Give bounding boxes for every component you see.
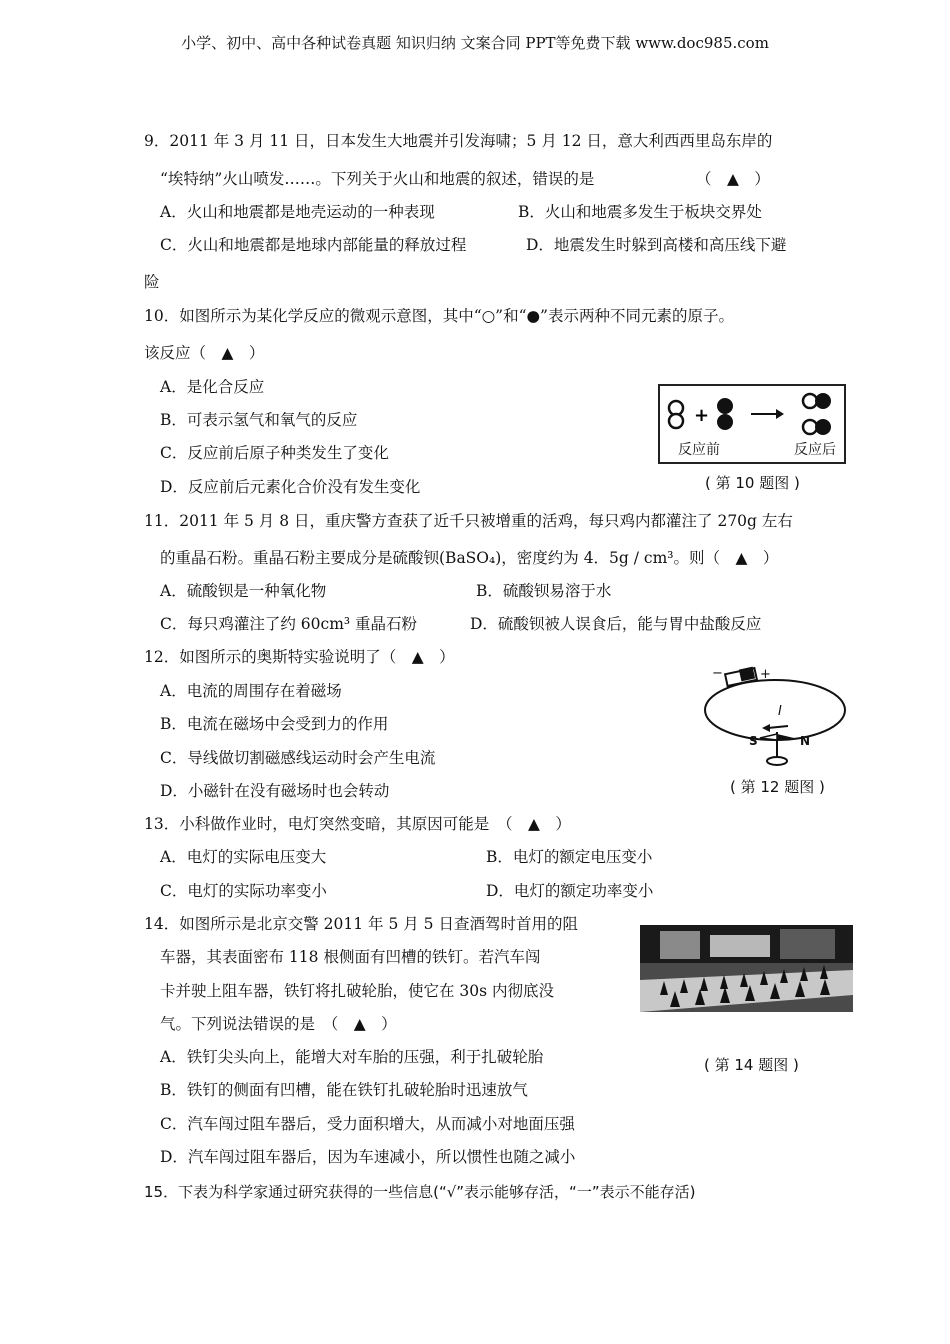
q9-option-d-continued: 险 xyxy=(144,273,160,291)
q12-label-current: I xyxy=(778,704,782,719)
q9-option-b: B．火山和地震多发生于板块交界处 xyxy=(518,203,762,221)
q14-option-a: A．铁钉尖头向上，能增大对车胎的压强，利于扎破轮胎 xyxy=(160,1048,544,1066)
q13-stem-line1: 13．小科做作业时，电灯突然变暗，其原因可能是 （ ▲ ） xyxy=(144,815,571,833)
q14-option-b: B．铁钉的侧面有凹槽，能在铁钉扎破轮胎时迅速放气 xyxy=(160,1081,528,1099)
q14-stem-line1: 14．如图所示是北京交警 2011 年 5 月 5 日查酒驾时首用的阻 xyxy=(144,915,578,933)
q11-stem-line2: 的重晶石粉。重晶石粉主要成分是硫酸钡(BaSO₄)，密度约为 4．5g / cm³。则（ ▲ ） xyxy=(160,549,779,567)
q9-stem-line1: 9．2011 年 3 月 11 日，日本发生大地震并引发海啸；5 月 12 日，意大利西西里岛东岸的 xyxy=(144,132,773,150)
q9-option-d: D．地震发生时躲到高楼和高压线下避 xyxy=(526,236,787,254)
q9-option-a: A．火山和地震都是地壳运动的一种表现 xyxy=(160,203,435,221)
q12-option-a: A．电流的周围存在着磁场 xyxy=(160,682,342,700)
q14-stem-line4: 气。下列说法错误的是 （ ▲ ） xyxy=(160,1015,397,1033)
q12-label-plus: + xyxy=(760,667,771,682)
svg-text:+: + xyxy=(694,405,710,426)
q13-option-b: B．电灯的额定电压变小 xyxy=(486,848,653,866)
q13-option-d: D．电灯的额定功率变小 xyxy=(486,882,654,900)
q14-option-c: C．汽车闯过阻车器后，受力面积增大，从而减小对地面压强 xyxy=(160,1115,575,1133)
q9-option-c: C．火山和地震都是地球内部能量的释放过程 xyxy=(160,236,467,254)
q10-label-after: 反应后 xyxy=(794,442,836,458)
q12-label-north: N xyxy=(800,734,811,748)
q11-option-d: D．硫酸钡被人误食后，能与胃中盐酸反应 xyxy=(470,615,762,633)
q12-option-b: B．电流在磁场中会受到力的作用 xyxy=(160,715,389,733)
q10-stem-line1: 10．如图所示为某化学反应的微观示意图，其中“○”和“●”表示两种不同元素的原子。 xyxy=(144,307,734,325)
q10-option-b: B．可表示氢气和氧气的反应 xyxy=(160,411,358,429)
q12-stem-line1: 12．如图所示的奥斯特实验说明了（ ▲ ） xyxy=(144,648,455,666)
q10-figure-caption: ( 第 10 题图 ) xyxy=(705,474,800,492)
q10-option-a: A．是化合反应 xyxy=(160,378,265,396)
q10-option-d: D．反应前后元素化合价没有发生变化 xyxy=(160,478,421,496)
q14-stem-line3: 卡并驶上阻车器，铁钉将扎破轮胎，使它在 30s 内彻底没 xyxy=(160,982,555,1000)
q13-option-a: A．电灯的实际电压变大 xyxy=(160,848,327,866)
q11-stem-line1: 11．2011 年 5 月 8 日，重庆警方查获了近千只被增重的活鸡，每只鸡内都灌注了 270g 左右 xyxy=(144,512,793,530)
q9-answer-blank: （ ▲ ） xyxy=(696,170,770,188)
q11-option-b: B．硫酸钡易溶于水 xyxy=(476,582,612,600)
q15-stem-line1: 15．下表为科学家通过研究获得的一些信息(“√”表示能够存活，“一”表示不能存活) xyxy=(144,1183,696,1201)
q14-photo-svg xyxy=(640,925,853,1012)
q13-option-c: C．电灯的实际功率变小 xyxy=(160,882,327,900)
q12-oersted-diagram xyxy=(700,660,850,775)
q14-figure-caption: ( 第 14 题图 ) xyxy=(704,1056,799,1074)
q14-stem-line2: 车器，其表面密布 118 根侧面有凹槽的铁钉。若汽车闯 xyxy=(160,948,541,966)
q10-reaction-diagram xyxy=(658,384,846,464)
q12-label-minus: − xyxy=(712,666,723,681)
q10-option-c: C．反应前后原子种类发生了变化 xyxy=(160,444,389,462)
q9-stem-line2: “埃特纳”火山喷发……。下列关于火山和地震的叙述，错误的是 xyxy=(160,170,595,188)
q11-option-a: A．硫酸钡是一种氧化物 xyxy=(160,582,327,600)
q10-label-before: 反应前 xyxy=(678,442,720,458)
q12-option-c: C．导线做切割磁感线运动时会产生电流 xyxy=(160,749,436,767)
q14-road-spike-photo xyxy=(640,925,853,1012)
q11-option-c: C．每只鸡灌注了约 60cm³ 重晶石粉 xyxy=(160,615,418,633)
q12-label-south: S xyxy=(749,734,758,748)
page-header: 小学、初中、高中各种试卷真题 知识归纳 文案合同 PPT等免费下载 www.doc985.com xyxy=(181,34,769,52)
q14-option-d: D．汽车闯过阻车器后，因为车速减小，所以惯性也随之减小 xyxy=(160,1148,576,1166)
q12-option-d: D．小磁针在没有磁场时也会转动 xyxy=(160,782,390,800)
q10-stem-line2: 该反应（ ▲ ） xyxy=(144,344,265,362)
q12-figure-caption: ( 第 12 题图 ) xyxy=(730,778,825,796)
